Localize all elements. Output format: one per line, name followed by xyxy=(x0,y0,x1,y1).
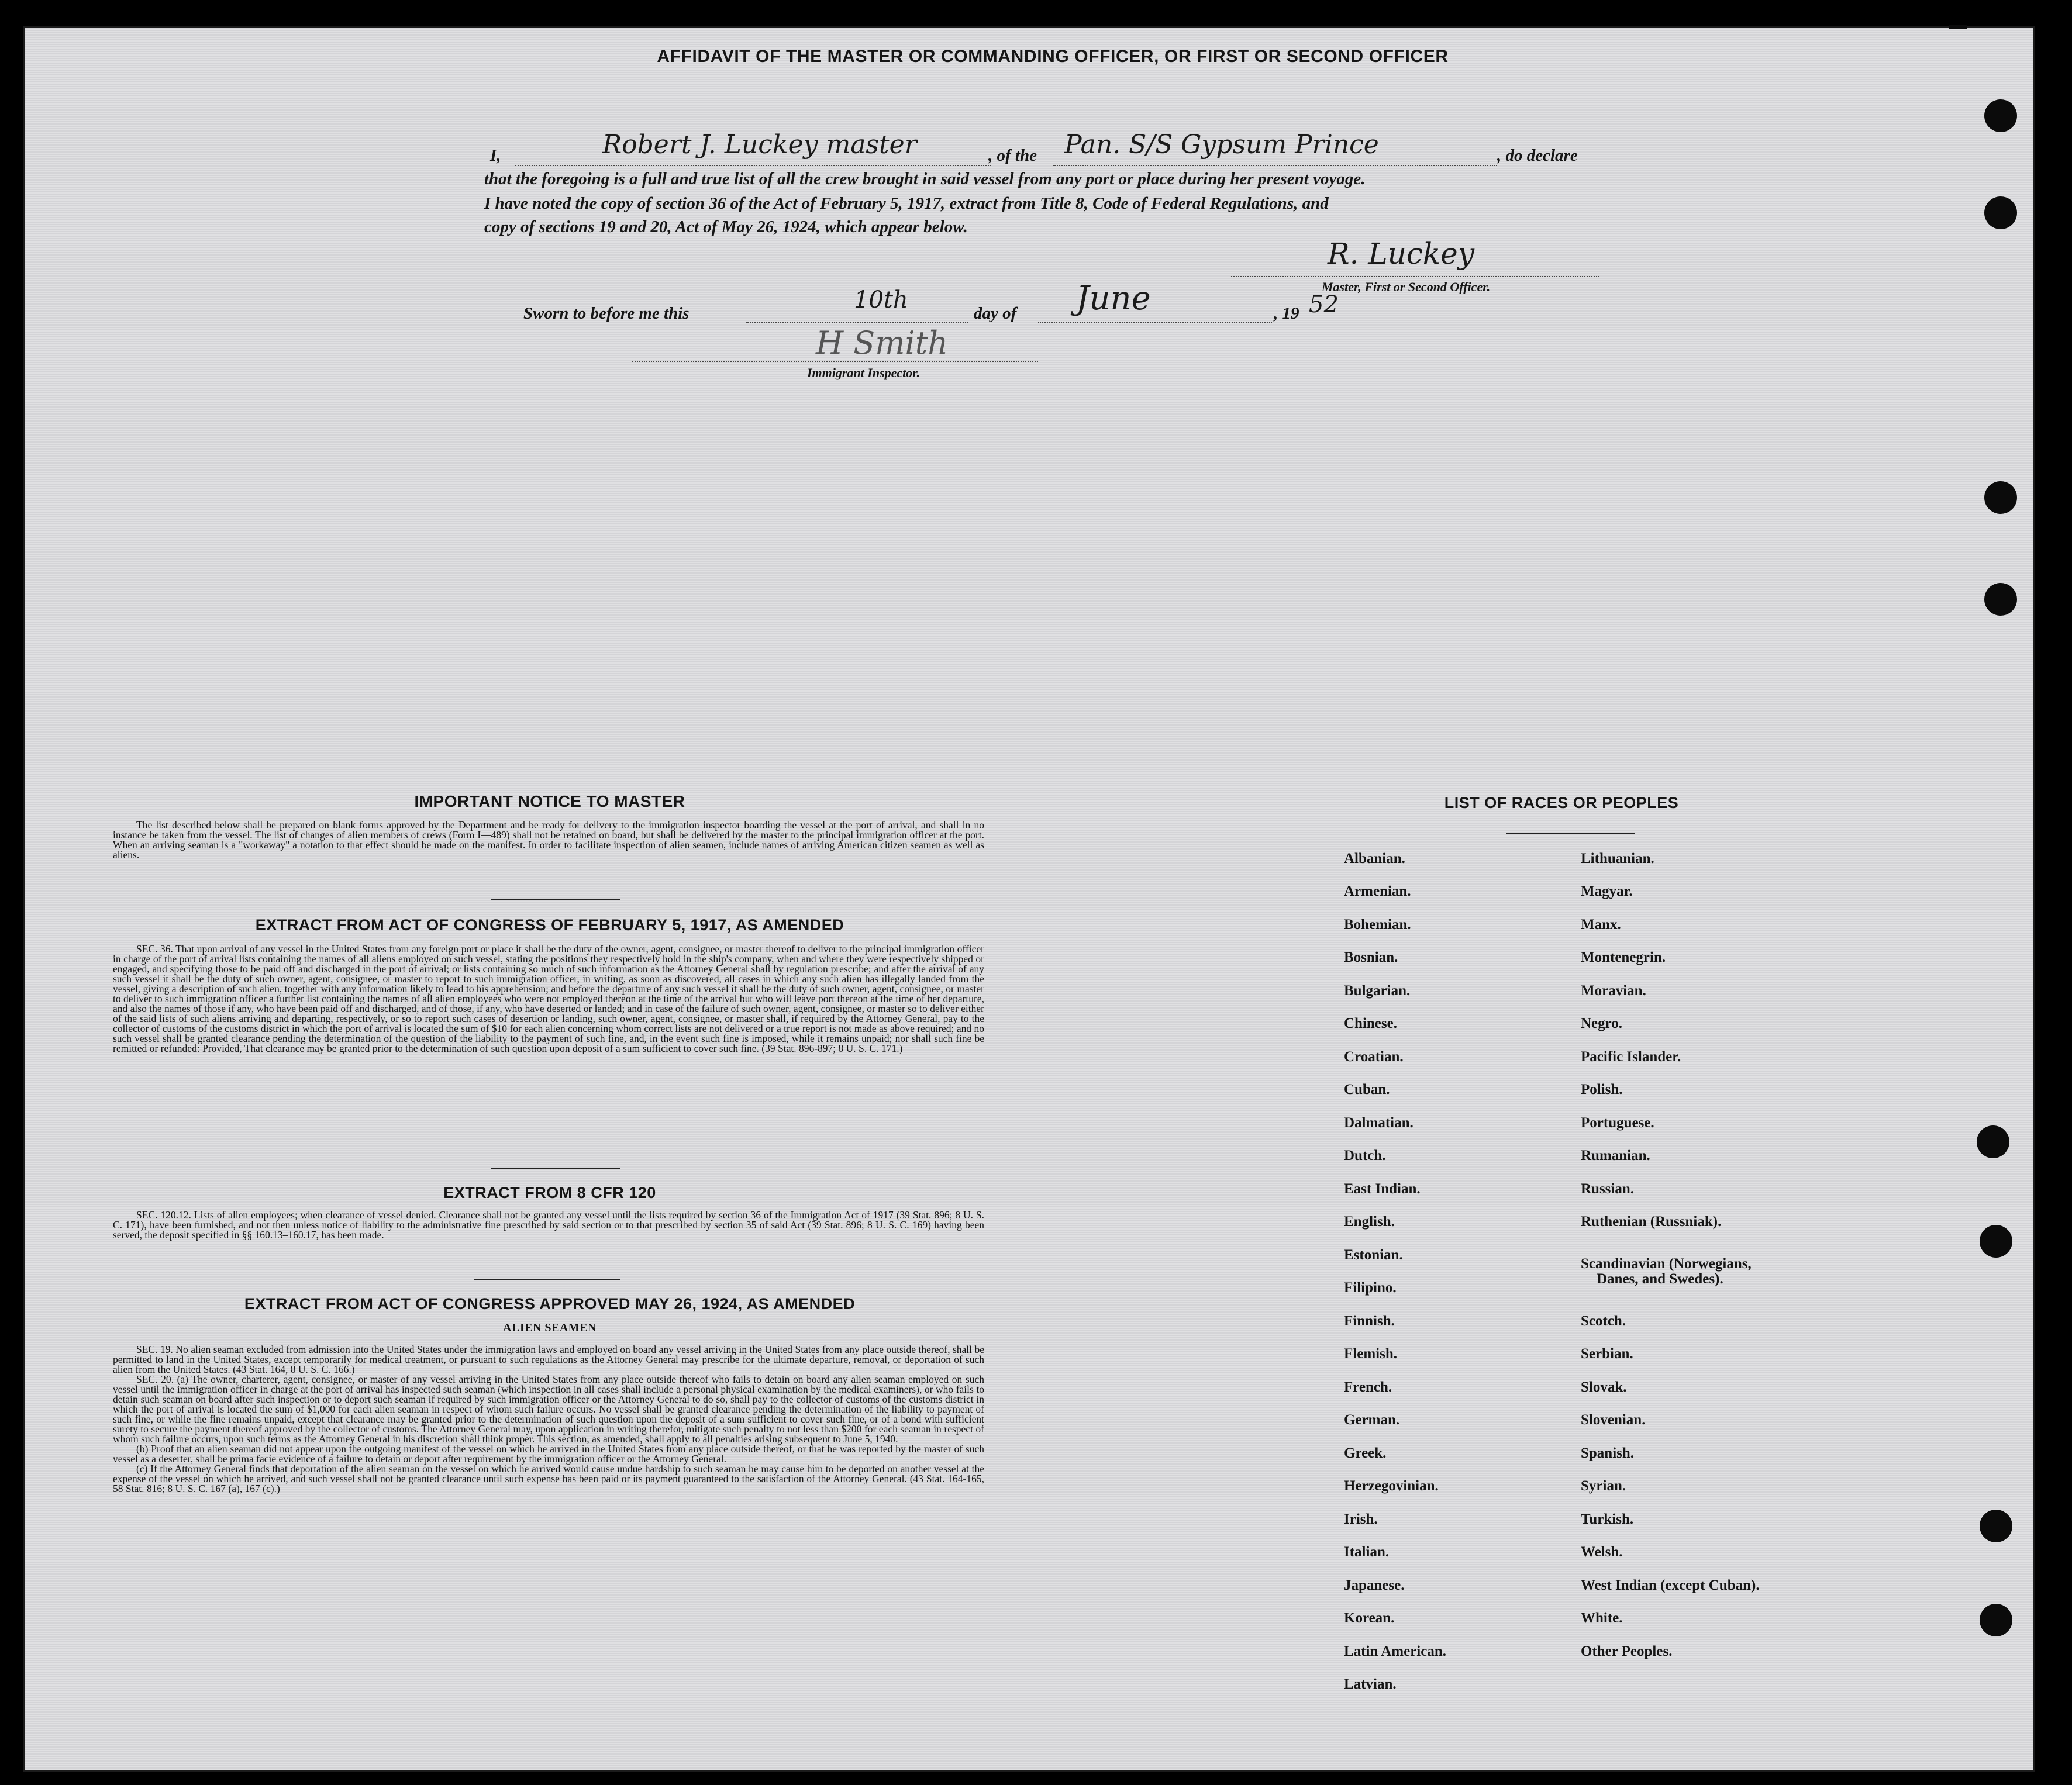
race-item: East Indian. xyxy=(1344,1181,1421,1197)
inspector-signature-line xyxy=(632,361,1038,362)
month-handwritten: June xyxy=(1076,279,1151,317)
race-item: Danes, and Swedes). xyxy=(1597,1271,1723,1287)
race-item: Ruthenian (Russniak). xyxy=(1581,1214,1722,1230)
race-item: Croatian. xyxy=(1344,1049,1404,1065)
race-item: Dutch. xyxy=(1344,1148,1386,1163)
do-declare-label: , do declare xyxy=(1497,146,1578,165)
race-item: Slovenian. xyxy=(1581,1412,1646,1428)
race-item: Syrian. xyxy=(1581,1478,1626,1494)
of-the-label: , of the xyxy=(988,146,1037,165)
affidavit-title: AFFIDAVIT OF THE MASTER OR COMMANDING OFFICER, OR FIRST OR SECOND OFFICER xyxy=(657,47,1449,66)
race-item: Estonian. xyxy=(1344,1247,1403,1263)
day-of-label: day of xyxy=(974,304,1017,323)
declare-prefix: I, xyxy=(490,146,501,165)
race-item: Flemish. xyxy=(1344,1346,1397,1362)
cfr-text xyxy=(113,1210,984,1240)
punch-hole xyxy=(1984,196,2017,229)
notice-text xyxy=(113,820,984,860)
master-name-handwritten: Robert J. Luckey master xyxy=(602,130,917,160)
races-heading: LIST OF RACES OR PEOPLES xyxy=(1444,794,1679,812)
section-divider xyxy=(491,1168,620,1169)
sec-20b-paragraph: (b) Proof that an alien seaman did not appear upon the outgoing manifest of the vessel on which he arrived in the United States from any place outside thereof, or that he was reported by the master of such vessel as a deserter, shall be prima facie evidence of a failure to detain or deport after requirement by the immigration officer or the Attorney General. xyxy=(113,1443,984,1465)
day-line xyxy=(746,322,968,323)
race-item: English. xyxy=(1344,1214,1395,1230)
punch-hole xyxy=(1984,481,2017,514)
race-item: Moravian. xyxy=(1581,983,1646,999)
vessel-name-handwritten: Pan. S/S Gypsum Prince xyxy=(1064,130,1379,160)
race-item: Armenian. xyxy=(1344,883,1411,899)
notice-heading: IMPORTANT NOTICE TO MASTER xyxy=(414,792,685,810)
race-item: Finnish. xyxy=(1344,1313,1395,1329)
month-line xyxy=(1038,322,1272,323)
punch-hole xyxy=(1980,1225,2012,1258)
race-item: Portuguese. xyxy=(1581,1115,1654,1131)
race-item: Negro. xyxy=(1581,1016,1623,1031)
vessel-name-line xyxy=(1053,165,1497,166)
race-item: Rumanian. xyxy=(1581,1148,1650,1163)
race-item: Scotch. xyxy=(1581,1313,1626,1329)
race-item: Korean. xyxy=(1344,1610,1395,1626)
race-item: Spanish. xyxy=(1581,1445,1635,1461)
year-handwritten: 52 xyxy=(1309,291,1339,318)
race-item: Albanian. xyxy=(1344,851,1405,866)
punch-hole xyxy=(1977,1125,2009,1158)
extract-1917-heading: EXTRACT FROM ACT OF CONGRESS OF FEBRUARY 5, 1917, AS AMENDED xyxy=(255,916,844,934)
race-item: Herzegovinian. xyxy=(1344,1478,1439,1494)
sec-19-paragraph: SEC. 19. No alien seaman excluded from admission into the United States under the immigration laws and employed on board any vessel arriving in the United States from any place outside thereof, shall be permitted to land in the United States, except temporarily for medical treatment, or pursuant to such regulations as the Attorney General may prescribe for the ultimate departure, removal, or deportation of such alien from the United States. (43 Stat. 164, 8 U. S. C. 166.) xyxy=(113,1344,984,1375)
race-item: Bohemian. xyxy=(1344,917,1411,933)
extract-1917-text xyxy=(113,944,984,1054)
race-item: Bosnian. xyxy=(1344,950,1398,965)
master-signature-line xyxy=(1231,276,1599,277)
race-item: Cuban. xyxy=(1344,1082,1390,1097)
year-prefix: , 19 xyxy=(1274,304,1299,323)
section-divider xyxy=(474,1279,620,1280)
race-item: Latin American. xyxy=(1344,1644,1446,1659)
punch-hole xyxy=(1984,583,2017,616)
race-item: Welsh. xyxy=(1581,1544,1623,1560)
race-item: Manx. xyxy=(1581,917,1621,933)
race-item: Polish. xyxy=(1581,1082,1623,1097)
document-page xyxy=(23,26,2035,1772)
punch-hole xyxy=(1984,99,2017,132)
sec-20a-paragraph: SEC. 20. (a) The owner, charterer, agent, consignee, or master of any vessel arriving in the United States from any place outside thereof who fails to detain on board any alien seaman employed on such vessel until the immigration officer in charge at the port of arrival has inspected such seaman (which inspection in all cases shall include a personal physical examination by the medical examiners), or who fails to detain such seaman on board after such inspection or to deport such seaman if required by such immigration officer or the Attorney General to do so, shall pay to the collector of customs of the customs district in which the port of arrival is located the sum of $1,000 for each alien seaman in respect of whom such failure occurs. No vessel shall be granted clearance pending the determination of the liability to payment of such fine, or while the fine remains unpaid, except that clearance may be granted prior to the determination of such question upon the deposit of a sum sufficient to cover such fine, or of a bond with sufficient surety to secure the payment thereof approved by the collector of customs. The Attorney General may, upon application in writing therefor, mitigate such penalty to not less than $200 for each seaman in respect of whom such failure occurs, upon such terms as the Attorney General in his discretion shall think proper. This section, as amended, shall apply to all penalties arising subsequent to June 5, 1940. xyxy=(113,1373,984,1445)
race-item: French. xyxy=(1344,1379,1392,1395)
race-item: Slovak. xyxy=(1581,1379,1627,1395)
race-item: White. xyxy=(1581,1610,1623,1626)
punch-hole xyxy=(1980,1604,2012,1636)
inspector-signature: H Smith xyxy=(816,324,949,361)
sec-120-12-paragraph: SEC. 120.12. Lists of alien employees; when clearance of vessel denied. Clearance shall not be granted any vessel until the lists required by section 36 of the Immigration Act of 1917 (39 Stat. 896; 8 U. S. C. 171), have been furnished, and not then unless notice of liability to the administrative fine prescribed by said section or to that prescribed by section 35 of said Act (39 Stat. 896; 8 U. S. C. 169) having been served, the deposit specified in §§ 160.13–160.17, has been made. xyxy=(113,1209,984,1241)
race-item: Turkish. xyxy=(1581,1511,1634,1527)
section-divider xyxy=(491,899,620,900)
sec-36-paragraph: SEC. 36. That upon arrival of any vessel in the United States from any foreign port or place it shall be the duty of the owner, agent, consignee, or master thereof to deliver to the principal immigration officer in charge of the port of arrival lists containing the names of all aliens employed on such vessel, stating the positions they respectively hold in the ship's company, when and where they were respectively shipped or engaged, and specifying those to be paid off and discharged in the port of arrival; or lists containing so much of such information as the Attorney General shall by regulation prescribe; and after the arrival of any such vessel it shall be the duty of such owner, agent, consignee, or master to report to such immigration officer, in writing, as soon as discovered, all cases in which any such alien has illegally landed from the vessel, giving a description of such alien, together with any information likely to lead to his apprehension; and before the departure of any such vessel it shall be the duty of such owner, agent, consignee, or master to deliver to such immigration officer a further list containing the names of all alien employees who were not employed thereon at the time of the arrival but who will leave port thereon at the time of her departure, and also the names of those if any, who have been paid off and discharged, and of those, if any, who have deserted or landed; and in case of the failure of such owner, agent, consignee, or master so to deliver either of the said lists of such aliens arriving and departing, respectively, or so to report such cases of desertion or landing, such owner, agent, consignee, or master shall, if required by the Attorney General, pay to the collector of customs of the customs district in which the port of arrival is located the sum of $10 for each alien concerning whom correct lists are not delivered or a true report is not made as above required; and no such vessel shall be granted clearance pending the determination of the question of the liability to the payment of such fine, and, in the event such fine is imposed, while it remains unpaid; nor shall such fine be remitted or refunded: Provided, That clearance may be granted prior to the determination of such question upon deposit of a sum sufficient to cover such fine. (39 Stat. 896-897; 8 U. S. C. 171.) xyxy=(113,943,984,1054)
extract-1924-heading: EXTRACT FROM ACT OF CONGRESS APPROVED MAY 26, 1924, AS AMENDED xyxy=(244,1295,856,1313)
race-item: Irish. xyxy=(1344,1511,1378,1527)
affidavit-line-3: I have noted the copy of section 36 of the Act of February 5, 1917, extract from Title 8, Code of Federal Regulations, and xyxy=(484,194,1329,213)
race-item: Pacific Islander. xyxy=(1581,1049,1681,1065)
race-item: Italian. xyxy=(1344,1544,1390,1560)
edge-mark xyxy=(1949,25,1967,29)
inspector-caption: Immigrant Inspector. xyxy=(807,365,920,380)
race-item: Bulgarian. xyxy=(1344,983,1411,999)
notice-paragraph: The list described below shall be prepared on blank forms approved by the Department and be ready for delivery to the immigration inspector boarding the vessel at the port of arrival, and shall in no instance be taken from the vessel. The list of changes of alien members of crews (Form I—489) shall not be retained on board, but shall be delivered by the master to the principal immigration officer at the port. When an arriving seaman is a "workaway" a notation to that effect should be made on the manifest. In order to facilitate inspection of alien seamen, include names of arriving American citizen seamen as well as aliens. xyxy=(113,819,984,861)
cfr-heading: EXTRACT FROM 8 CFR 120 xyxy=(443,1184,656,1201)
sec-20c-paragraph: (c) If the Attorney General finds that deportation of the alien seaman on the vessel on which he arrived would cause undue hardship to such seaman he may cause him to be deported on another vessel at the expense of the vessel on which he arrived, and such vessel shall not be granted clearance until such expense has been paid or its payment guaranteed to the satisfaction of the Attorney General. (43 Stat. 164-165, 58 Stat. 816; 8 U. S. C. 167 (a), 167 (c).) xyxy=(113,1463,984,1494)
alien-seamen-subheading: ALIEN SEAMEN xyxy=(503,1321,597,1334)
race-item: Chinese. xyxy=(1344,1016,1397,1031)
race-item: Lithuanian. xyxy=(1581,851,1654,866)
affidavit-line-2: that the foregoing is a full and true list of all the crew brought in said vessel from any port or place during her present voyage. xyxy=(484,170,1366,188)
race-item: German. xyxy=(1344,1412,1400,1428)
race-item: Russian. xyxy=(1581,1181,1635,1197)
race-item: Filipino. xyxy=(1344,1280,1397,1296)
sworn-label: Sworn to before me this xyxy=(523,304,689,323)
race-item: Greek. xyxy=(1344,1445,1387,1461)
races-divider xyxy=(1506,833,1635,834)
race-item: Magyar. xyxy=(1581,883,1633,899)
punch-hole xyxy=(1980,1510,2012,1542)
day-handwritten: 10th xyxy=(854,286,908,313)
race-item: Latvian. xyxy=(1344,1676,1397,1692)
extract-1924-text xyxy=(113,1345,984,1494)
master-caption: Master, First or Second Officer. xyxy=(1322,279,1491,294)
master-signature: R. Luckey xyxy=(1328,237,1474,271)
affidavit-line-4: copy of sections 19 and 20, Act of May 26, 1924, which appear below. xyxy=(484,217,968,236)
race-item: Dalmatian. xyxy=(1344,1115,1413,1131)
race-item: Serbian. xyxy=(1581,1346,1633,1362)
race-item: Other Peoples. xyxy=(1581,1644,1673,1659)
race-item: West Indian (except Cuban). xyxy=(1581,1577,1760,1593)
race-item: Scandinavian (Norwegians, xyxy=(1581,1256,1752,1272)
race-item: Japanese. xyxy=(1344,1577,1405,1593)
master-name-line xyxy=(515,165,991,166)
race-item: Montenegrin. xyxy=(1581,950,1666,965)
